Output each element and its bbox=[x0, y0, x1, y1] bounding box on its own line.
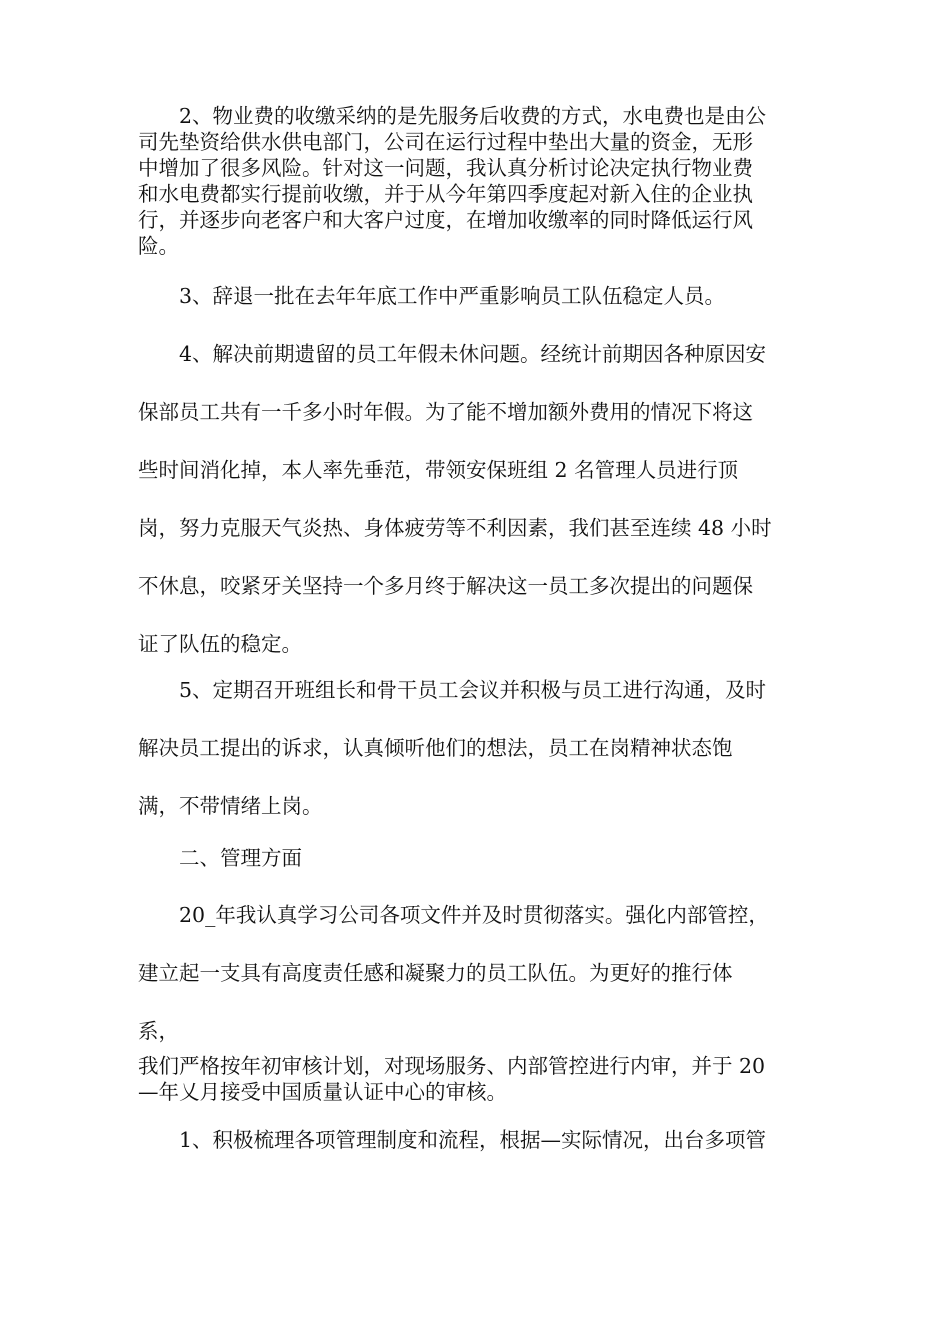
text-line: 证了队伍的稳定。 bbox=[138, 632, 302, 656]
paragraph-audit bbox=[138, 1053, 828, 1105]
section-heading bbox=[138, 829, 828, 887]
text-line: 1、积极梳理各项管理制度和流程，根据—实际情况，出台多项管 bbox=[138, 1128, 767, 1152]
heading-text: 二、管理方面 bbox=[138, 846, 302, 870]
text-line: 5、定期召开班组长和骨干员工会议并积极与员工进行沟通，及时 bbox=[138, 678, 767, 702]
text-line: 司先垫资给供水供电部门，公司在运行过程中垫出大量的资金，无形 bbox=[138, 130, 753, 154]
text-line: 和水电费都实行提前收缴，并于从今年第四季度起对新入住的企业执 bbox=[138, 182, 753, 206]
text-line: 保部员工共有一千多小时年假。为了能不增加额外费用的情况下将这 bbox=[138, 400, 753, 424]
paragraph-billing bbox=[138, 103, 828, 259]
text-line: 2、物业费的收缴采纳的是先服务后收费的方式，水电费也是由公 bbox=[138, 104, 767, 128]
text-line: —年乂月接受中国质量认证中心的审核。 bbox=[138, 1080, 507, 1104]
text-line: 系， bbox=[138, 1019, 179, 1043]
text-line: 3、辞退一批在去年年底工作中严重影响员工队伍稳定人员。 bbox=[138, 284, 726, 308]
text-line: 解决员工提出的诉求，认真倾听他们的想法，员工在岗精神状态饱 bbox=[138, 736, 733, 760]
paragraph-management bbox=[138, 886, 828, 1060]
text-line: 建立起一支具有高度责任感和凝聚力的员工队伍。为更好的推行体 bbox=[138, 961, 733, 985]
paragraph-dismissal bbox=[138, 267, 828, 325]
paragraph-meetings bbox=[138, 661, 828, 835]
text-line: 险。 bbox=[138, 234, 179, 258]
text-line: 20_年我认真学习公司各项文件并及时贯彻落实。强化内部管控， bbox=[138, 903, 769, 927]
text-line: 行，并逐步向老客户和大客户过度，在增加收缴率的同时降低运行风 bbox=[138, 208, 753, 232]
text-line: 满，不带情绪上岗。 bbox=[138, 794, 323, 818]
text-line: 4、解决前期遗留的员工年假未休问题。经统计前期因各种原因安 bbox=[138, 342, 767, 366]
text-line: 中增加了很多风险。针对这一问题，我认真分析讨论决定执行物业费 bbox=[138, 156, 753, 180]
text-line: 些时间消化掉，本人率先垂范，带领安保班组 2 名管理人员进行顶 bbox=[138, 458, 739, 482]
paragraph-annual-leave bbox=[138, 325, 828, 673]
text-line: 我们严格按年初审核计划，对现场服务、内部管控进行内审，并于 20 bbox=[138, 1054, 766, 1078]
paragraph-procedures bbox=[138, 1111, 828, 1169]
text-line: 岗，努力克服天气炎热、身体疲劳等不利因素，我们甚至连续 48 小时 bbox=[138, 516, 772, 540]
text-line: 不休息，咬紧牙关坚持一个多月终于解决这一员工多次提出的问题保 bbox=[138, 574, 753, 598]
